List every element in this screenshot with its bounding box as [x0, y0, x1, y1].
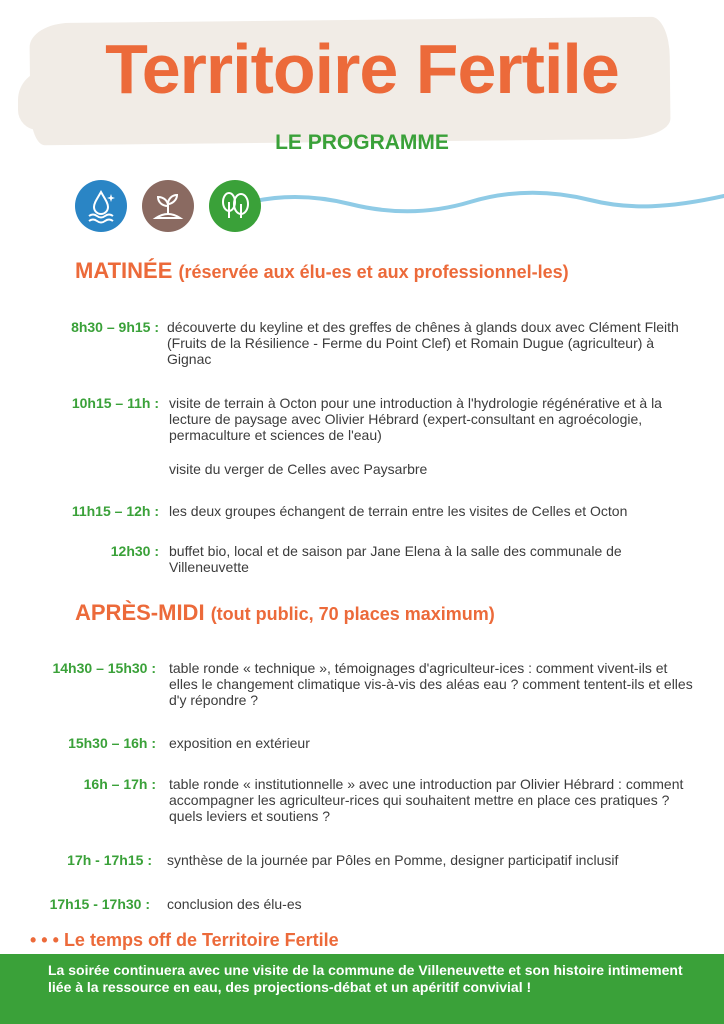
morning-subtitle: (réservée aux élu-es et aux professionnel-les): [178, 262, 569, 282]
schedule-description: table ronde « institutionnelle » avec une introduction par Olivier Hébrard : comment accompagner les agriculteur-rices qui souhaitent mettre en place ces pratiques ? quels leviers et soutiens ?: [169, 776, 684, 824]
afternoon-section-title: [75, 600, 495, 626]
schedule-description: exposition en extérieur: [169, 735, 310, 751]
page-title: Territoire Fertile: [105, 30, 619, 108]
sprout-icon: [142, 180, 194, 232]
schedule-time: 16h – 17h :: [83, 776, 156, 792]
wave-decoration: [230, 186, 724, 216]
afternoon-title: APRÈS-MIDI: [75, 600, 205, 625]
schedule-time: 15h30 – 16h :: [68, 735, 156, 751]
schedule-description: buffet bio, local et de saison par Jane Elena à la salle des communale de Villeneuvette: [169, 543, 622, 575]
schedule-time: 14h30 – 15h30 :: [52, 660, 156, 676]
morning-section-title: [75, 258, 569, 284]
schedule-time: 17h - 17h15 :: [67, 852, 152, 868]
schedule-description: conclusion des élu-es: [167, 896, 302, 912]
afternoon-subtitle: (tout public, 70 places maximum): [210, 604, 495, 624]
schedule-time: 8h30 – 9h15 :: [71, 319, 159, 335]
schedule-time: 17h15 - 17h30 :: [49, 896, 150, 912]
schedule-description: découverte du keyline et des greffes de chênes à glands doux avec Clément Fleith (Fruits de la Résilience - Ferme du Point Clef) et Romain Dugue (agriculteur) à Gignac: [167, 319, 679, 367]
schedule-description: table ronde « technique », témoignages d'agriculteur-ices : comment vivent-ils et elles le changement climatique vis-à-vis des aléas eau ? comment tentent-ils et elles d'y répondre ?: [169, 660, 693, 708]
dots-icon: • • •: [30, 930, 59, 950]
page-subtitle: LE PROGRAMME: [275, 131, 449, 154]
footer-text: La soirée continuera avec une visite de la commune de Villeneuvette et son histoire intimement liée à la ressource en eau, des projections-débat et un apéritif convivial !: [48, 962, 683, 995]
offline-title: Le temps off de Territoire Fertile: [63, 930, 339, 950]
schedule-time: 10h15 – 11h :: [71, 395, 159, 411]
schedule-description: visite du verger de Celles avec Paysarbre: [169, 461, 428, 477]
schedule-description: synthèse de la journée par Pôles en Pomme, designer participatif inclusif: [167, 852, 619, 868]
schedule-description: les deux groupes échangent de terrain entre les visites de Celles et Octon: [169, 503, 628, 519]
schedule-description: visite de terrain à Octon pour une introduction à l'hydrologie régénérative et à la lecture de paysage avec Olivier Hébrard (expert-consultant en agroécologie, permaculture et sciences de l'eau): [169, 395, 662, 443]
schedule-time: 11h15 – 12h :: [71, 503, 159, 519]
water-drop-icon: [75, 180, 127, 232]
offline-heading: [30, 930, 339, 951]
morning-title: MATINÉE: [75, 258, 173, 283]
trees-icon: [209, 180, 261, 232]
schedule-time: 12h30 :: [110, 543, 159, 559]
